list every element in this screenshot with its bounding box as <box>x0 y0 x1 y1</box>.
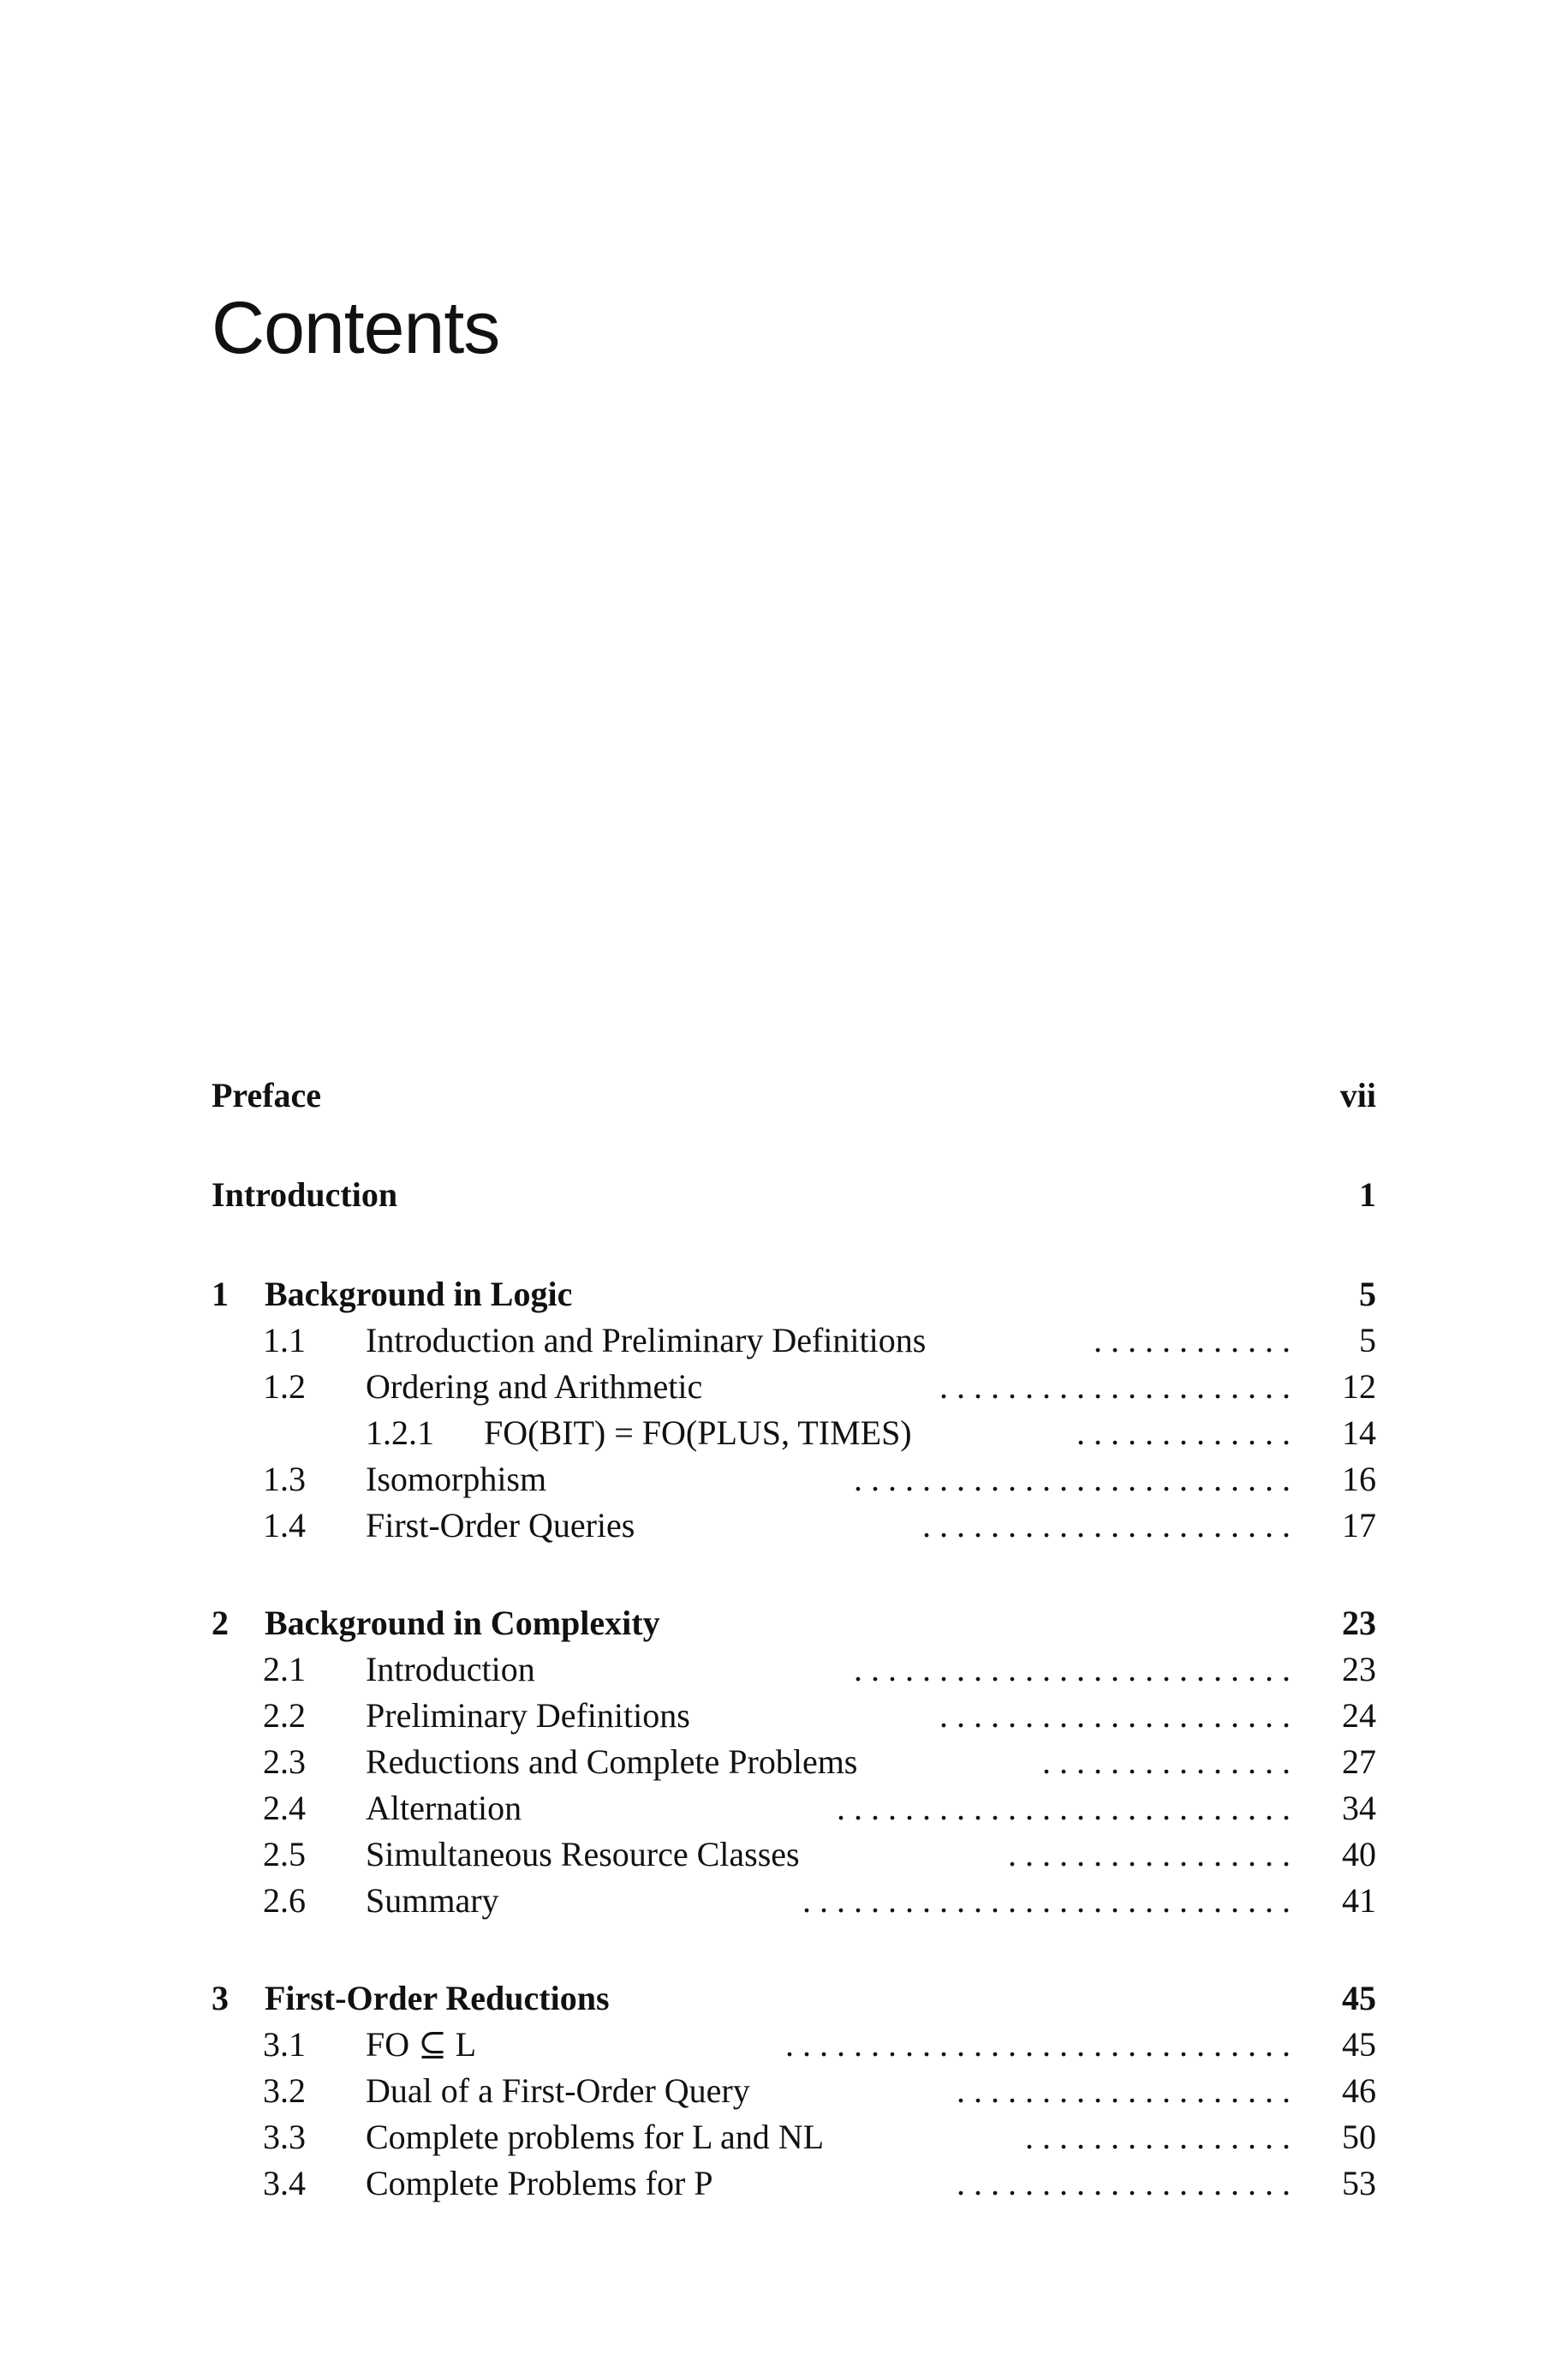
section-page: 23 <box>1342 1650 1376 1688</box>
toc-subsection[interactable] <box>212 1410 1376 1456</box>
section-title: Preliminary Definitions <box>366 1696 690 1735</box>
subsection-page: 14 <box>1342 1413 1376 1452</box>
section-number: 1.4 <box>263 1506 306 1545</box>
chapter-page: 23 <box>1342 1604 1376 1642</box>
toc-section[interactable] <box>212 1503 1376 1549</box>
chapter-title: Background in Logic <box>265 1275 573 1313</box>
toc-section[interactable] <box>212 1364 1376 1410</box>
section-number: 3.1 <box>263 2025 306 2064</box>
section-title: Complete problems for L and NL <box>366 2118 825 2156</box>
section-page: 41 <box>1342 1881 1376 1920</box>
section-title: Complete Problems for P <box>366 2164 713 2202</box>
toc-section[interactable] <box>212 1785 1376 1831</box>
toc-section[interactable] <box>212 1831 1376 1878</box>
dot-leader: . . . . . . . . . . . . . . . . . . . . . <box>939 1696 1291 1735</box>
toc-section[interactable] <box>212 1739 1376 1785</box>
section-title: Introduction <box>366 1650 535 1688</box>
toc-entry-page: 1 <box>1359 1175 1376 1214</box>
section-page: 50 <box>1342 2118 1376 2156</box>
toc-chapter-3[interactable] <box>212 1975 1376 2022</box>
chapter-number: 2 <box>212 1604 229 1642</box>
section-page: 46 <box>1342 2071 1376 2110</box>
chapter-page: 45 <box>1342 1979 1376 2017</box>
section-title: Summary <box>366 1881 499 1920</box>
dot-leader: . . . . . . . . . . . . . . . . . . . . <box>957 2071 1291 2110</box>
section-page: 27 <box>1342 1742 1376 1781</box>
toc-section[interactable] <box>212 2160 1376 2207</box>
dot-leader: . . . . . . . . . . . . . . . . . . . . . . . . . . . . . <box>802 1881 1291 1920</box>
dot-leader: . . . . . . . . . . . . . . . . . . . . . . . . . . . <box>837 1789 1291 1827</box>
section-number: 2.2 <box>263 1696 306 1735</box>
dot-leader: . . . . . . . . . . . . . . . . . . . . . . <box>922 1506 1291 1545</box>
section-title: Alternation <box>366 1789 522 1827</box>
section-number: 2.4 <box>263 1789 306 1827</box>
section-number: 3.4 <box>263 2164 306 2202</box>
toc-section[interactable] <box>212 2068 1376 2114</box>
section-title: Isomorphism <box>366 1460 547 1498</box>
dot-leader: . . . . . . . . . . . . . . . . . . . . <box>957 2164 1291 2202</box>
toc-chapter-2[interactable] <box>212 1600 1376 1646</box>
section-number: 1.2 <box>263 1367 306 1406</box>
section-page: 40 <box>1342 1835 1376 1873</box>
section-number: 1.1 <box>263 1321 306 1359</box>
section-title: Introduction and Preliminary Definitions <box>366 1321 927 1359</box>
chapter-page: 5 <box>1359 1275 1376 1313</box>
section-page: 34 <box>1342 1789 1376 1827</box>
toc-section[interactable] <box>212 1878 1376 1924</box>
dot-leader: . . . . . . . . . . . . . <box>1076 1413 1291 1452</box>
toc-section[interactable] <box>212 2114 1376 2160</box>
dot-leader: . . . . . . . . . . . . . . . . . <box>1008 1835 1291 1873</box>
section-page: 53 <box>1342 2164 1376 2202</box>
toc-entry-preface[interactable] <box>212 1072 1376 1119</box>
section-page: 45 <box>1342 2025 1376 2064</box>
section-title: Ordering and Arithmetic <box>366 1367 703 1406</box>
section-title: Dual of a First-Order Query <box>366 2071 750 2110</box>
table-of-contents <box>212 1072 1376 2207</box>
section-number: 3.2 <box>263 2071 306 2110</box>
section-number: 3.3 <box>263 2118 306 2156</box>
section-page: 12 <box>1342 1367 1376 1406</box>
section-number: 2.6 <box>263 1881 306 1920</box>
dot-leader: . . . . . . . . . . . . . . . . . . . . . <box>939 1367 1291 1406</box>
dot-leader: . . . . . . . . . . . . <box>1094 1321 1291 1359</box>
dot-leader: . . . . . . . . . . . . . . . . . . . . . . . . . . <box>854 1650 1291 1688</box>
toc-chapter-1[interactable] <box>212 1271 1376 1317</box>
toc-section[interactable] <box>212 1317 1376 1364</box>
dot-leader: . . . . . . . . . . . . . . . . . . . . . . . . . . . . . . <box>785 2025 1291 2064</box>
section-title: Reductions and Complete Problems <box>366 1742 858 1781</box>
section-number: 2.1 <box>263 1650 306 1688</box>
toc-entry-page: vii <box>1339 1076 1376 1114</box>
subsection-title: FO(BIT) = FO(PLUS, TIMES) <box>484 1413 912 1452</box>
dot-leader: . . . . . . . . . . . . . . . <box>1042 1742 1291 1781</box>
dot-leader: . . . . . . . . . . . . . . . . . . . . . . . . . . <box>854 1460 1291 1498</box>
toc-section[interactable] <box>212 1456 1376 1503</box>
toc-section[interactable] <box>212 1646 1376 1693</box>
toc-section[interactable] <box>212 1693 1376 1739</box>
section-page: 17 <box>1342 1506 1376 1545</box>
chapter-number: 3 <box>212 1979 229 2017</box>
toc-section[interactable] <box>212 2022 1376 2068</box>
section-page: 16 <box>1342 1460 1376 1498</box>
chapter-title: Background in Complexity <box>265 1604 660 1642</box>
toc-entry-label: Preface <box>212 1076 322 1114</box>
dot-leader: . . . . . . . . . . . . . . . . <box>1025 2118 1291 2156</box>
subsection-number: 1.2.1 <box>366 1413 434 1452</box>
toc-entry-introduction[interactable] <box>212 1172 1376 1218</box>
chapter-title: First-Order Reductions <box>265 1979 610 2017</box>
section-number: 2.5 <box>263 1835 306 1873</box>
page-title: Contents <box>212 287 500 369</box>
section-title: First-Order Queries <box>366 1506 635 1545</box>
section-number: 2.3 <box>263 1742 306 1781</box>
section-number: 1.3 <box>263 1460 306 1498</box>
section-title: FO ⊆ L <box>366 2025 477 2064</box>
section-title: Simultaneous Resource Classes <box>366 1835 800 1873</box>
chapter-number: 1 <box>212 1275 229 1313</box>
section-page: 24 <box>1342 1696 1376 1735</box>
toc-entry-label: Introduction <box>212 1175 398 1214</box>
section-page: 5 <box>1359 1321 1376 1359</box>
